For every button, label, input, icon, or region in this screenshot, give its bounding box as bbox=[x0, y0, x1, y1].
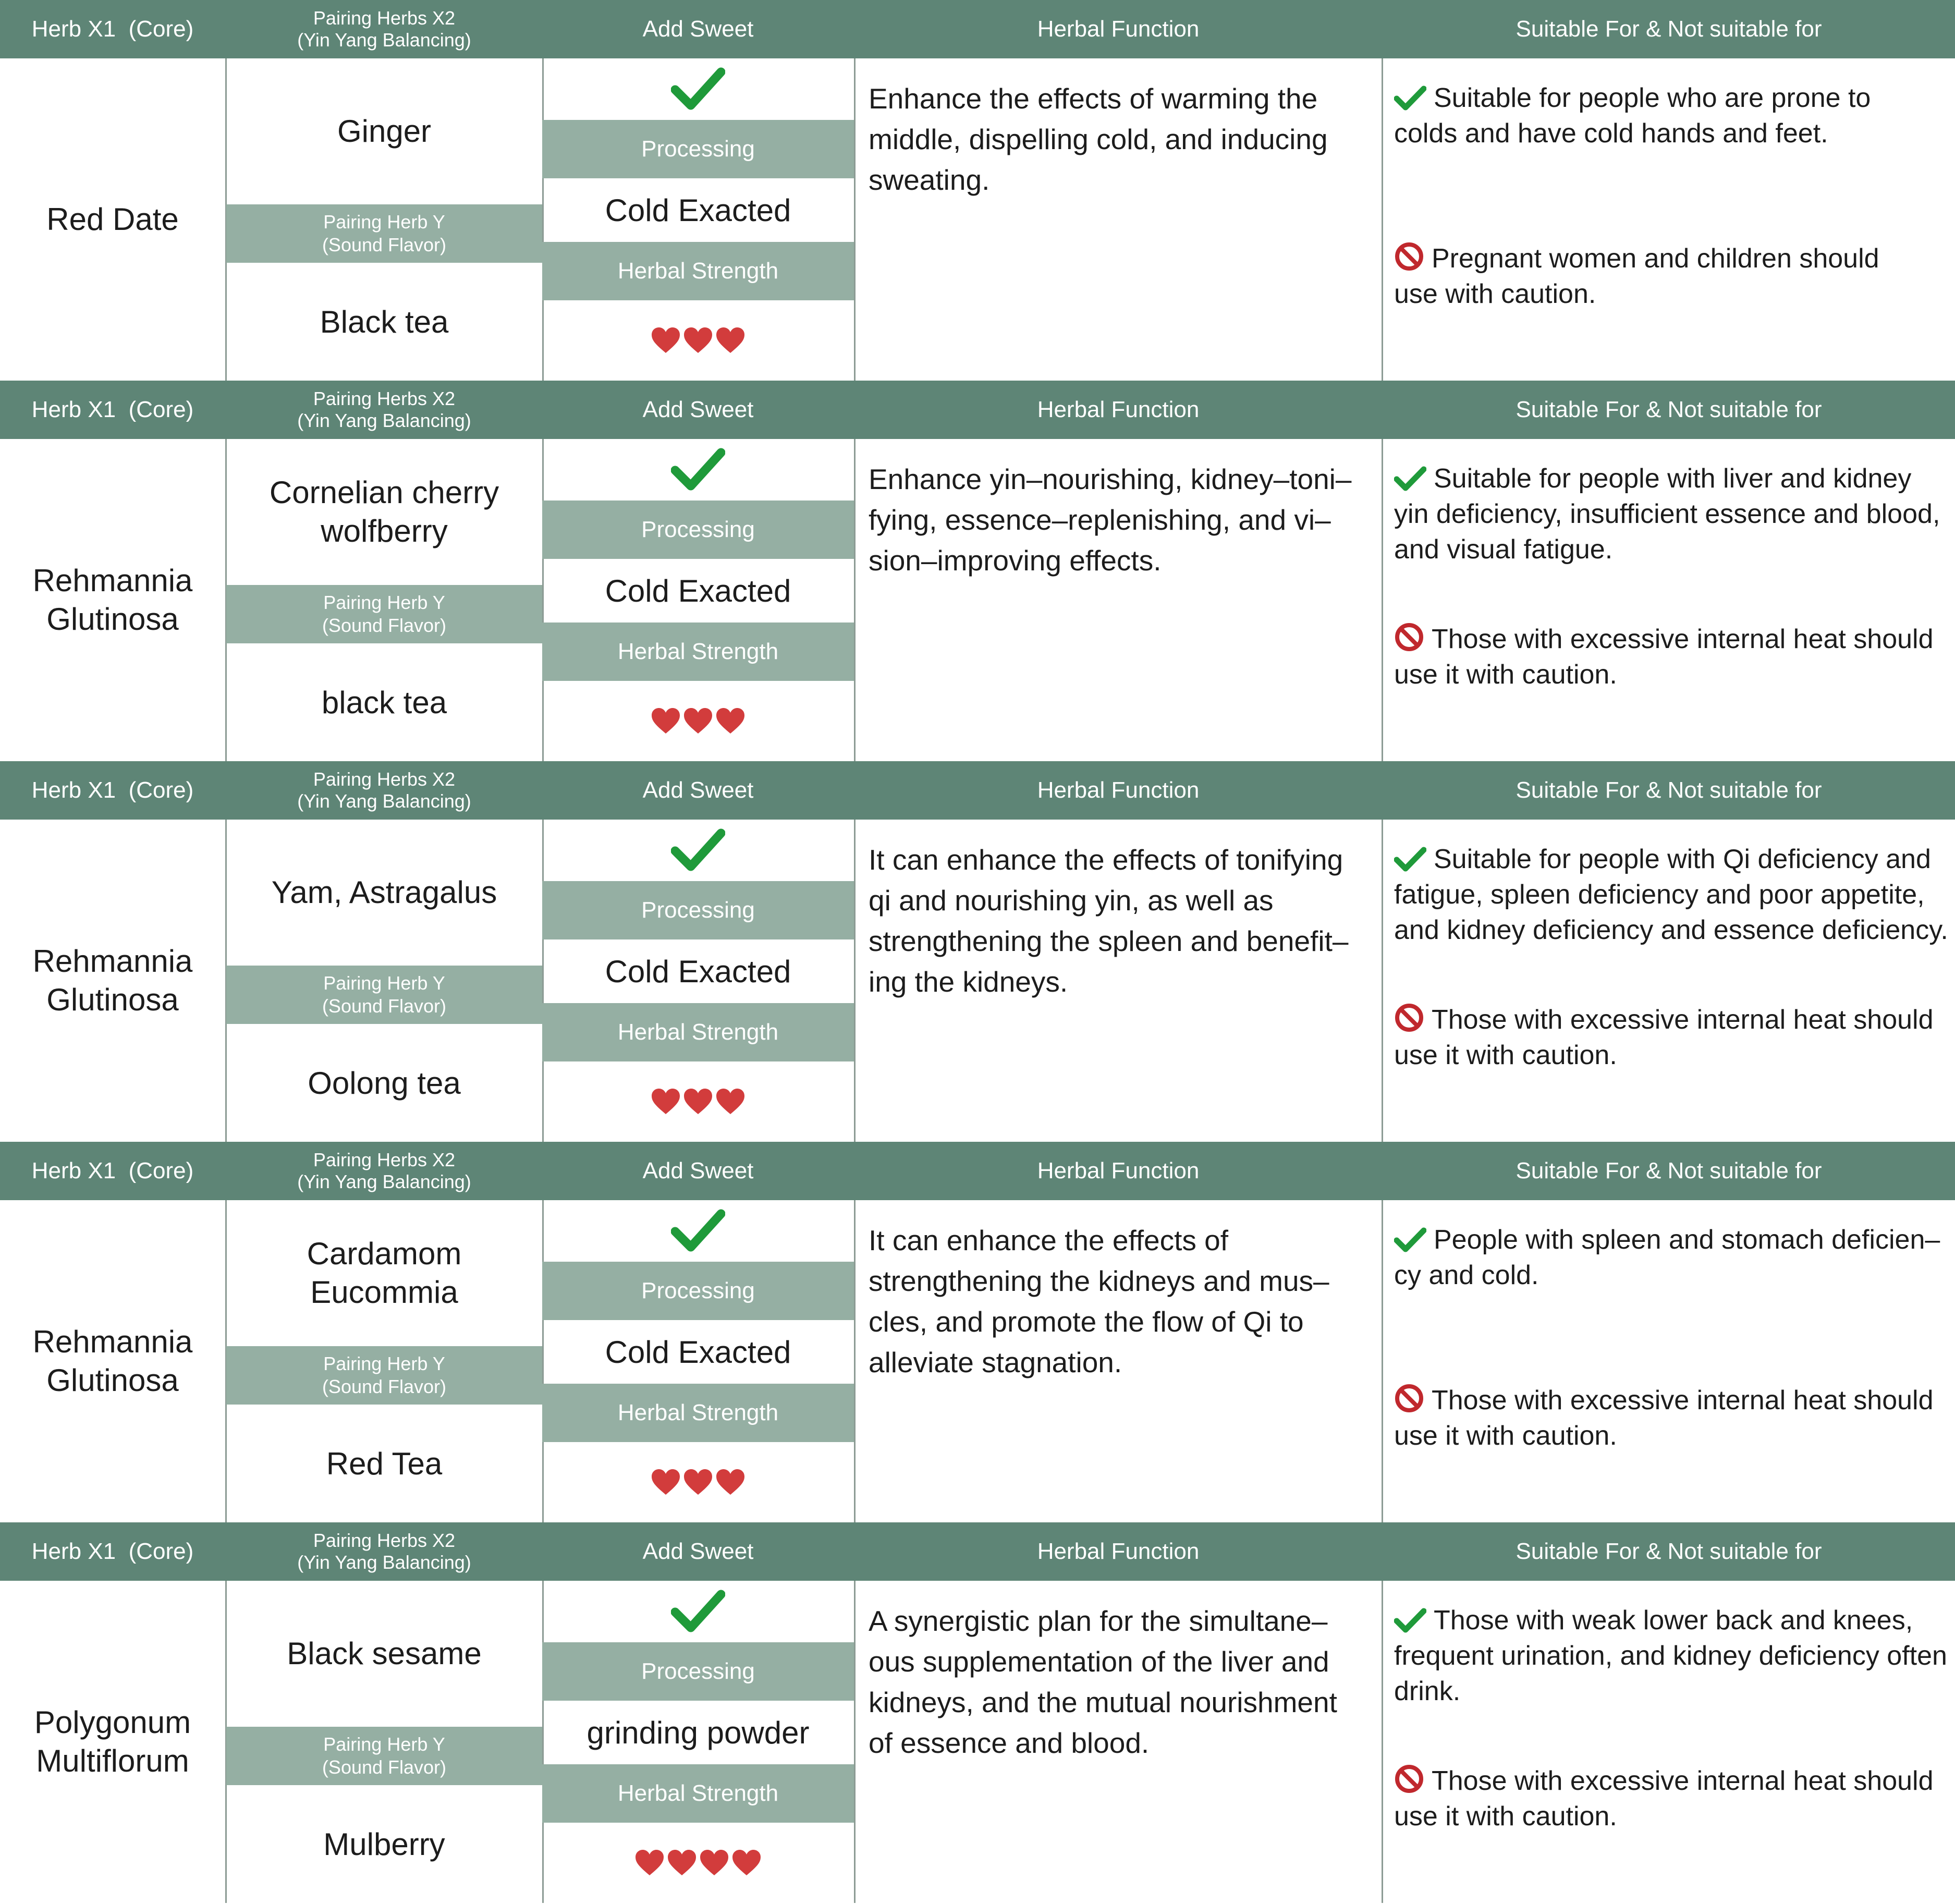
strength-hearts bbox=[651, 327, 746, 354]
heart-icon bbox=[683, 327, 713, 354]
header-pairing-x2-sublabel: (Yin Yang Balancing) bbox=[297, 1171, 471, 1192]
header-add-sweet-label: Add Sweet bbox=[642, 777, 754, 803]
heart-icon bbox=[683, 1469, 713, 1496]
pairing-y-label: Pairing Herb Y bbox=[323, 972, 445, 994]
header-core-label: Herb X1 (Core) bbox=[31, 397, 194, 422]
header-core bbox=[0, 761, 225, 820]
strength-band: Herbal Strength bbox=[542, 242, 854, 300]
not-suitable-text: Those with excessive internal heat should use it with caution. bbox=[1394, 624, 1934, 690]
checkmark-icon bbox=[1394, 85, 1426, 111]
header-function-label: Herbal Function bbox=[1037, 1158, 1200, 1183]
checkmark-icon bbox=[671, 1209, 725, 1253]
core-herb: Polygonum Multiflorum bbox=[34, 1705, 191, 1778]
header-suitable-label: Suitable For & Not suitable for bbox=[1516, 16, 1822, 42]
pairing-herb-y: Red Tea bbox=[326, 1446, 443, 1481]
add-sweet-cell bbox=[542, 1581, 854, 1903]
header-function-label: Herbal Function bbox=[1037, 16, 1200, 42]
header-function bbox=[855, 1522, 1382, 1581]
header-add-sweet-label: Add Sweet bbox=[642, 397, 754, 422]
processing-band: Processing bbox=[542, 881, 854, 939]
not-suitable-text: Those with excessive internal heat should use it with caution. bbox=[1394, 1385, 1934, 1451]
pairing-y-band bbox=[226, 1727, 542, 1785]
header-suitable-label: Suitable For & Not suitable for bbox=[1516, 1158, 1822, 1183]
prohibited-icon bbox=[1394, 1764, 1424, 1794]
header-core bbox=[0, 381, 225, 439]
pairing-y-band bbox=[226, 585, 542, 643]
header-pairing-x2 bbox=[226, 0, 542, 58]
strength-hearts bbox=[651, 707, 746, 735]
pairing-cell bbox=[226, 1200, 542, 1522]
pairing-cell bbox=[226, 820, 542, 1142]
processing-band: Processing bbox=[542, 1642, 854, 1701]
herbal-strength bbox=[542, 681, 854, 761]
checkmark-icon bbox=[1394, 1227, 1426, 1253]
pairing-herbs-x2: Ginger bbox=[337, 114, 432, 149]
prohibited-icon bbox=[1394, 622, 1424, 652]
header-function bbox=[855, 761, 1382, 820]
pairing-herb-y: Black tea bbox=[320, 304, 449, 339]
heart-icon bbox=[651, 327, 681, 354]
header-add-sweet-label: Add Sweet bbox=[642, 16, 754, 42]
pairing-herbs-x2: Yam, Astragalus bbox=[271, 875, 497, 910]
suitability-cell bbox=[1383, 58, 1955, 381]
header-pairing-x2-label: Pairing Herbs X2 bbox=[313, 1530, 456, 1551]
header-add-sweet bbox=[542, 1142, 854, 1200]
suitable-for bbox=[1394, 80, 1951, 151]
header-function bbox=[855, 0, 1382, 58]
table-row bbox=[0, 58, 1955, 381]
function-cell bbox=[855, 1581, 1382, 1903]
pairing-cell bbox=[226, 58, 542, 381]
header-pairing-x2-sublabel: (Yin Yang Balancing) bbox=[297, 790, 471, 812]
heart-icon bbox=[651, 1469, 681, 1496]
herbal-strength bbox=[542, 300, 854, 381]
pairing-y-sublabel: (Sound Flavor) bbox=[322, 615, 447, 636]
function-text: It can enhance the effects of tonifying qi and nourishing yin, as well as strengthening the spleen and benefit– ing the kidneys. bbox=[869, 844, 1349, 998]
processing-band: Processing bbox=[542, 1262, 854, 1320]
heart-icon bbox=[731, 1849, 762, 1876]
not-suitable-for bbox=[1394, 1002, 1951, 1073]
add-sweet-check bbox=[542, 58, 854, 120]
table-row bbox=[0, 1200, 1955, 1522]
header-suitable bbox=[1383, 0, 1955, 58]
not-suitable-for bbox=[1394, 241, 1951, 312]
heart-icon bbox=[683, 1088, 713, 1115]
processing-value: grinding powder bbox=[586, 1715, 810, 1750]
processing-value: Cold Exacted bbox=[605, 1334, 791, 1370]
header-suitable-label: Suitable For & Not suitable for bbox=[1516, 777, 1822, 803]
table-header bbox=[0, 1522, 1955, 1581]
header-suitable bbox=[1383, 761, 1955, 820]
header-core bbox=[0, 0, 225, 58]
suitable-for bbox=[1394, 461, 1951, 567]
table-header bbox=[0, 761, 1955, 820]
pairing-y-label: Pairing Herb Y bbox=[323, 592, 445, 613]
pairing-y-sublabel: (Sound Flavor) bbox=[322, 995, 447, 1017]
checkmark-icon bbox=[1394, 1607, 1426, 1633]
suitable-text: Suitable for people with Qi deficiency and fatigue, spleen deficiency and poor appetite, and kidney deficiency and essence deficiency. bbox=[1394, 844, 1948, 945]
add-sweet-check bbox=[542, 820, 854, 881]
processing-value: Cold Exacted bbox=[605, 192, 791, 228]
header-add-sweet bbox=[542, 761, 854, 820]
header-pairing-x2-label: Pairing Herbs X2 bbox=[313, 1149, 456, 1170]
suitable-text: Those with weak lower back and knees, frequent urination, and kidney deficiency often drink. bbox=[1394, 1605, 1947, 1706]
header-core bbox=[0, 1522, 225, 1581]
strength-hearts bbox=[651, 1088, 746, 1115]
pairing-y-label: Pairing Herb Y bbox=[323, 1734, 445, 1755]
suitable-for bbox=[1394, 841, 1951, 948]
not-suitable-for bbox=[1394, 621, 1951, 692]
strength-hearts bbox=[651, 1469, 746, 1496]
header-suitable bbox=[1383, 381, 1955, 439]
heart-icon bbox=[667, 1849, 697, 1876]
header-pairing-x2 bbox=[226, 1142, 542, 1200]
not-suitable-text: Pregnant women and children should use with caution. bbox=[1394, 243, 1879, 309]
add-sweet-check bbox=[542, 1581, 854, 1642]
heart-icon bbox=[634, 1849, 665, 1876]
pairing-y-sublabel: (Sound Flavor) bbox=[322, 1376, 447, 1397]
header-pairing-x2 bbox=[226, 761, 542, 820]
header-pairing-x2-sublabel: (Yin Yang Balancing) bbox=[297, 29, 471, 51]
herbal-strength bbox=[542, 1061, 854, 1142]
header-add-sweet-label: Add Sweet bbox=[642, 1158, 754, 1183]
suitability-cell bbox=[1383, 820, 1955, 1142]
checkmark-icon bbox=[671, 828, 725, 873]
herbal-strength bbox=[542, 1823, 854, 1903]
checkmark-icon bbox=[671, 67, 725, 112]
header-suitable bbox=[1383, 1522, 1955, 1581]
header-function bbox=[855, 1142, 1382, 1200]
add-sweet-cell bbox=[542, 439, 854, 761]
header-pairing-x2-sublabel: (Yin Yang Balancing) bbox=[297, 410, 471, 431]
header-pairing-x2-label: Pairing Herbs X2 bbox=[313, 388, 456, 409]
header-function-label: Herbal Function bbox=[1037, 1539, 1200, 1564]
not-suitable-text: Those with excessive internal heat should use it with caution. bbox=[1394, 1005, 1934, 1070]
add-sweet-check bbox=[542, 439, 854, 501]
header-core-label: Herb X1 (Core) bbox=[31, 777, 194, 803]
strength-band: Herbal Strength bbox=[542, 1384, 854, 1442]
header-core-label: Herb X1 (Core) bbox=[31, 1539, 194, 1564]
herb-block bbox=[0, 1142, 1955, 1522]
core-herb: Rehmannia Glutinosa bbox=[32, 1324, 193, 1398]
table-row bbox=[0, 1581, 1955, 1903]
processing-value: Cold Exacted bbox=[605, 954, 791, 989]
pairing-y-band bbox=[226, 1346, 542, 1405]
pairing-y-sublabel: (Sound Flavor) bbox=[322, 1756, 447, 1778]
core-herb: Red Date bbox=[46, 202, 179, 237]
pairing-y-sublabel: (Sound Flavor) bbox=[322, 234, 447, 255]
header-core-label: Herb X1 (Core) bbox=[31, 16, 194, 42]
strength-hearts bbox=[634, 1849, 762, 1876]
header-core-label: Herb X1 (Core) bbox=[31, 1158, 194, 1183]
processing-band: Processing bbox=[542, 120, 854, 178]
heart-icon bbox=[715, 1088, 746, 1115]
checkmark-icon bbox=[1394, 466, 1426, 492]
heart-icon bbox=[651, 1088, 681, 1115]
suitability-cell bbox=[1383, 1581, 1955, 1903]
table-header bbox=[0, 381, 1955, 439]
not-suitable-text: Those with excessive internal heat should use it with caution. bbox=[1394, 1766, 1934, 1832]
function-cell bbox=[855, 1200, 1382, 1522]
strength-band: Herbal Strength bbox=[542, 1764, 854, 1823]
suitable-for bbox=[1394, 1603, 1951, 1709]
table-row bbox=[0, 439, 1955, 761]
pairing-y-band bbox=[226, 966, 542, 1024]
core-herb: Rehmannia Glutinosa bbox=[32, 563, 193, 637]
pairing-herbs-x2: Black sesame bbox=[287, 1636, 482, 1671]
checkmark-icon bbox=[671, 1589, 725, 1634]
header-pairing-x2-label: Pairing Herbs X2 bbox=[313, 7, 456, 29]
suitable-for bbox=[1394, 1222, 1951, 1293]
not-suitable-for bbox=[1394, 1763, 1951, 1834]
herb-block bbox=[0, 381, 1955, 761]
pairing-herb-y: Mulberry bbox=[323, 1826, 445, 1862]
function-text: Enhance yin–nourishing, kidney–toni– fying, essence–replenishing, and vi– sion–improving effects. bbox=[869, 463, 1352, 577]
pairing-y-label: Pairing Herb Y bbox=[323, 1353, 445, 1374]
function-cell bbox=[855, 820, 1382, 1142]
add-sweet-check bbox=[542, 1200, 854, 1262]
pairing-cell bbox=[226, 439, 542, 761]
herb-block bbox=[0, 1522, 1955, 1903]
pairing-herb-y: black tea bbox=[321, 685, 447, 720]
header-pairing-x2-sublabel: (Yin Yang Balancing) bbox=[297, 1552, 471, 1573]
header-pairing-x2-label: Pairing Herbs X2 bbox=[313, 768, 456, 790]
prohibited-icon bbox=[1394, 241, 1424, 272]
checkmark-icon bbox=[671, 447, 725, 492]
core-herb: Rehmannia Glutinosa bbox=[32, 944, 193, 1017]
pairing-y-label: Pairing Herb Y bbox=[323, 211, 445, 233]
heart-icon bbox=[651, 707, 681, 735]
heart-icon bbox=[715, 327, 746, 354]
processing-band: Processing bbox=[542, 501, 854, 559]
function-text: A synergistic plan for the simultane– ous supplementation of the liver and kidneys, and the mutual nourishment of essence and blood. bbox=[869, 1605, 1337, 1759]
function-cell bbox=[855, 58, 1382, 381]
header-add-sweet bbox=[542, 0, 854, 58]
function-text: It can enhance the effects of strengthening the kidneys and mus– cles, and promote the flow of Qi to alleviate stagnation. bbox=[869, 1224, 1329, 1378]
pairing-herbs-x2: Cornelian cherry wolfberry bbox=[269, 475, 499, 548]
header-function-label: Herbal Function bbox=[1037, 777, 1200, 803]
herb-block bbox=[0, 0, 1955, 381]
heart-icon bbox=[715, 1469, 746, 1496]
prohibited-icon bbox=[1394, 1003, 1424, 1033]
header-suitable-label: Suitable For & Not suitable for bbox=[1516, 397, 1822, 422]
pairing-y-band bbox=[226, 204, 542, 263]
header-function bbox=[855, 381, 1382, 439]
processing-value: Cold Exacted bbox=[605, 573, 791, 608]
suitable-text: People with spleen and stomach deficien– cy and cold. bbox=[1394, 1225, 1940, 1290]
pairing-cell bbox=[226, 1581, 542, 1903]
herb-block bbox=[0, 761, 1955, 1142]
herbal-strength bbox=[542, 1442, 854, 1522]
header-add-sweet bbox=[542, 1522, 854, 1581]
strength-band: Herbal Strength bbox=[542, 623, 854, 681]
suitability-cell bbox=[1383, 439, 1955, 761]
heart-icon bbox=[683, 707, 713, 735]
table-header bbox=[0, 1142, 1955, 1200]
heart-icon bbox=[699, 1849, 729, 1876]
checkmark-icon bbox=[1394, 846, 1426, 872]
header-suitable-label: Suitable For & Not suitable for bbox=[1516, 1539, 1822, 1564]
function-text: Enhance the effects of warming the middle, dispelling cold, and inducing sweating. bbox=[869, 82, 1328, 196]
function-cell bbox=[855, 439, 1382, 761]
pairing-herb-y: Oolong tea bbox=[308, 1065, 461, 1101]
add-sweet-cell bbox=[542, 820, 854, 1142]
add-sweet-cell bbox=[542, 58, 854, 381]
header-core bbox=[0, 1142, 225, 1200]
table-header bbox=[0, 0, 1955, 58]
suitable-text: Suitable for people with liver and kidney yin deficiency, insufficient essence and blood, and visual fatigue. bbox=[1394, 463, 1940, 565]
not-suitable-for bbox=[1394, 1383, 1951, 1454]
suitable-text: Suitable for people who are prone to colds and have cold hands and feet. bbox=[1394, 83, 1871, 149]
heart-icon bbox=[715, 707, 746, 735]
header-pairing-x2 bbox=[226, 1522, 542, 1581]
header-function-label: Herbal Function bbox=[1037, 397, 1200, 422]
pairing-herbs-x2: Cardamom Eucommia bbox=[307, 1236, 462, 1310]
prohibited-icon bbox=[1394, 1383, 1424, 1413]
table-row bbox=[0, 820, 1955, 1142]
header-suitable bbox=[1383, 1142, 1955, 1200]
strength-band: Herbal Strength bbox=[542, 1003, 854, 1061]
header-add-sweet bbox=[542, 381, 854, 439]
header-pairing-x2 bbox=[226, 381, 542, 439]
add-sweet-cell bbox=[542, 1200, 854, 1522]
header-add-sweet-label: Add Sweet bbox=[642, 1539, 754, 1564]
suitability-cell bbox=[1383, 1200, 1955, 1522]
